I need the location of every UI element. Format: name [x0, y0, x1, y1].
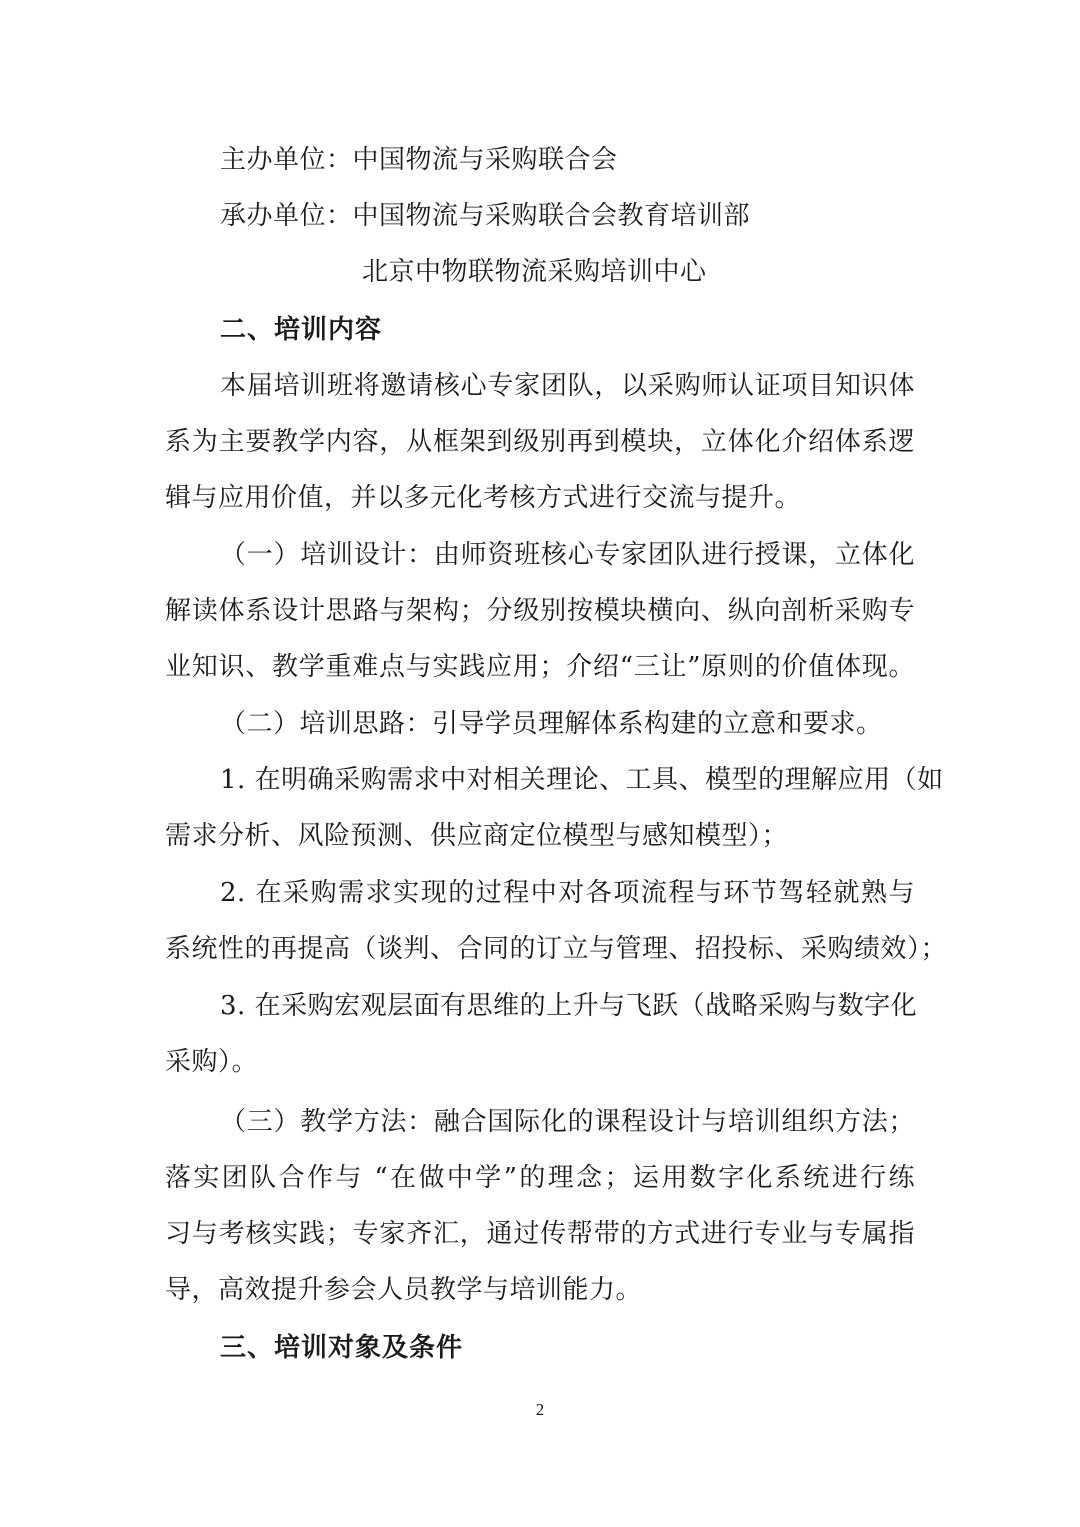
method-paragraph-line: （三）教学方法：融合国际化的课程设计与培训组织方法；	[220, 1107, 915, 1137]
method-paragraph-line: 导，高效提升参会人员教学与培训能力。	[165, 1275, 643, 1305]
design-paragraph-line: 业知识、教学重难点与实践应用；介绍“三让”原则的价值体现。	[165, 652, 915, 682]
point-line: 需求分析、风险预测、供应商定位模型与感知模型）；	[165, 821, 789, 851]
method-paragraph-line: 习与考核实践；专家齐汇，通过传帮带的方式进行专业与专属指	[165, 1219, 915, 1249]
point-line: 采购）。	[165, 1047, 259, 1077]
host-organizer-line: 主办单位：中国物流与采购联合会	[220, 145, 618, 175]
design-paragraph-line: 解读体系设计思路与架构；分级别按模块横向、纵向剖析采购专	[165, 596, 915, 626]
intro-paragraph-line: 本届培训班将邀请核心专家团队，以采购师认证项目知识体	[220, 371, 915, 401]
undertaker-organizer-line: 承办单位：中国物流与采购联合会教育培训部	[220, 201, 751, 231]
point-line: 3. 在采购宏观层面有思维的上升与飞跃（战略采购与数字化	[220, 991, 918, 1021]
section-heading-target-audience: 三、培训对象及条件	[220, 1333, 464, 1363]
point-line: 1. 在明确采购需求中对相关理论、工具、模型的理解应用（如	[220, 765, 944, 795]
section-heading-training-content: 二、培训内容	[220, 315, 383, 345]
undertaker-organizer-line-2: 北京中物联物流采购培训中心	[362, 257, 707, 287]
page-number: 2	[535, 1400, 545, 1419]
design-paragraph-line: （一）培训设计：由师资班核心专家团队进行授课，立体化	[220, 540, 915, 570]
method-paragraph-line: 落实团队合作与 “在做中学”的理念；运用数字化系统进行练	[165, 1163, 915, 1193]
point-line: 系统性的再提高（谈判、合同的订立与管理、招投标、采购绩效）；	[165, 934, 948, 964]
intro-paragraph-line: 辑与应用价值，并以多元化考核方式进行交流与提升。	[165, 483, 802, 513]
approach-paragraph-line: （二）培训思路：引导学员理解体系构建的立意和要求。	[220, 709, 883, 739]
point-line: 2. 在采购需求实现的过程中对各项流程与环节驾轻就熟与	[220, 878, 915, 908]
intro-paragraph-line: 系为主要教学内容，从框架到级别再到模块，立体化介绍体系逻	[165, 427, 915, 457]
